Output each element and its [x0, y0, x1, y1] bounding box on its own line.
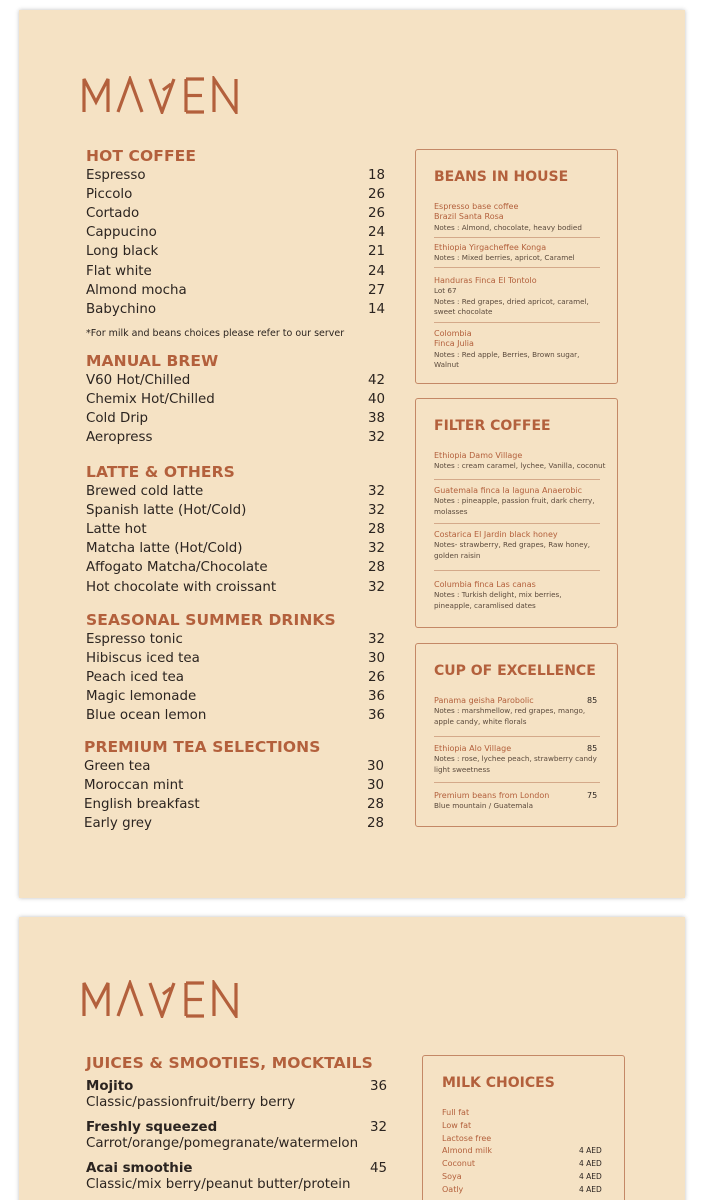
- bean-name: Panama geisha Parobolic: [434, 696, 534, 705]
- bean-notes: Notes : Mixed berries, apricot, Caramel: [434, 253, 575, 262]
- menu-item-name: Magic lemonade: [86, 689, 197, 705]
- bean-notes: Notes : marshmellow, red grapes, mango,: [434, 706, 586, 715]
- menu-item-name: V60 Hot/Chilled: [86, 373, 191, 388]
- entry-divider: [434, 237, 600, 238]
- milk-price: 4 AED: [579, 1184, 602, 1194]
- bean-notes: Notes : cream caramel, lychee, Vanilla, coconut: [434, 461, 606, 470]
- milk-name: Coconut: [442, 1159, 476, 1169]
- menu-item-name: Chemix Hot/Chilled: [86, 392, 215, 408]
- entry-divider: [434, 523, 600, 524]
- menu-item-price: 36: [367, 689, 385, 705]
- menu-item-name: English breakfast: [84, 797, 200, 813]
- menu-page-1: [19, 10, 685, 898]
- bean-name: Espresso base coffee: [434, 202, 519, 211]
- menu-page-2: [19, 917, 685, 1200]
- menu-item-price: 27: [367, 282, 385, 298]
- drink-price: 36: [369, 1079, 387, 1094]
- bean-name: Ethiopia Alo Village: [434, 744, 512, 753]
- menu-item-price: 32: [367, 541, 385, 557]
- bean-lot: Lot 67: [434, 286, 457, 295]
- drink-price: 45: [369, 1161, 387, 1176]
- menu-item-price: 30: [366, 778, 384, 794]
- menu-item-name: Early grey: [84, 816, 152, 832]
- drink-options: Carrot/orange/pomegranate/watermelon: [86, 1136, 359, 1151]
- hot-coffee-footnote: *For milk and beans choices please refer to our server: [86, 327, 345, 339]
- entry-divider: [434, 479, 600, 480]
- menu-item-name: Aeropress: [86, 430, 153, 446]
- drink-name: Freshly squeezed: [86, 1120, 218, 1135]
- section-title-tea: PREMIUM TEA SELECTIONS: [84, 738, 321, 756]
- menu-item-name: Green tea: [84, 759, 151, 774]
- entry-divider: [434, 322, 600, 323]
- bean-price: 85: [587, 696, 598, 705]
- entry-divider: [434, 570, 600, 571]
- box-title-cup-of-excellence: CUP OF EXCELLENCE: [434, 663, 596, 679]
- section-title-manual-brew: MANUAL BREW: [86, 352, 219, 370]
- box-title-filter-coffee: FILTER COFFEE: [434, 418, 551, 434]
- bean-notes-line-2: pineapple, caramlised dates: [434, 600, 536, 610]
- menu-item-price: 42: [367, 373, 385, 388]
- section-title-latte-others: LATTE & OTHERS: [86, 463, 235, 481]
- bean-notes: Notes- strawberry, Red grapes, Raw honey,: [434, 540, 591, 549]
- bean-notes-line-2: golden raisin: [434, 550, 481, 560]
- menu-item-name: Espresso: [86, 168, 146, 183]
- menu-item-price: 28: [367, 560, 385, 576]
- drink-options: Classic/mix berry/peanut butter/protein: [86, 1177, 351, 1192]
- menu-item-price: 32: [367, 430, 385, 446]
- bean-notes: Notes : Red grapes, dried apricot, caramel,: [434, 296, 589, 306]
- menu-item-price: 21: [367, 244, 385, 260]
- bean-notes: Notes : Almond, chocolate, heavy bodied: [434, 222, 582, 232]
- milk-name: Oatly: [442, 1184, 464, 1194]
- section-title-seasonal: SEASONAL SUMMER DRINKS: [86, 611, 336, 629]
- bean-notes-line-2: light sweetness: [434, 764, 490, 774]
- bean-name-line-2: Brazil Santa Rosa: [434, 212, 504, 221]
- menu-item-name: Hibiscus iced tea: [86, 651, 200, 667]
- menu-item-price: 30: [367, 651, 385, 667]
- bean-price: 85: [587, 744, 598, 753]
- bean-name: Premium beans from London: [434, 791, 550, 800]
- menu-item-price: 30: [366, 759, 384, 774]
- menu-item-name: Moroccan mint: [84, 778, 184, 794]
- menu-item-name: Babychino: [86, 301, 157, 317]
- menu-item-name: Brewed cold latte: [86, 484, 204, 499]
- milk-name: Soya: [442, 1172, 462, 1181]
- bean-notes: Blue mountain / Guatemala: [434, 801, 534, 810]
- menu-item-price: 28: [367, 522, 385, 538]
- box-title-milk-choices: MILK CHOICES: [442, 1075, 555, 1091]
- menu-item-name: Spanish latte (Hot/Cold): [86, 503, 247, 519]
- menu-item-price: 18: [367, 168, 385, 183]
- section-title-juices: JUICES & SMOOTIES, MOCKTAILS: [86, 1054, 373, 1072]
- entry-divider: [434, 736, 600, 737]
- milk-name: Full fat: [442, 1108, 470, 1117]
- bean-notes-line-2: molasses: [434, 506, 468, 516]
- maven-logo: [82, 980, 242, 1018]
- bean-notes: Notes : Red apple, Berries, Brown sugar,: [434, 349, 580, 359]
- menu-item-price: 14: [367, 301, 385, 317]
- menu-item-name: Latte hot: [86, 522, 147, 538]
- menu-item-name: Hot chocolate with croissant: [86, 579, 277, 595]
- bean-name-line-2: Finca Julia: [434, 339, 474, 348]
- drink-price: 32: [369, 1120, 387, 1135]
- milk-price: 4 AED: [579, 1172, 602, 1181]
- menu-item-price: 36: [367, 708, 385, 724]
- bean-name: Handuras Finca El Tontolo: [434, 276, 537, 285]
- menu-item-price: 40: [367, 392, 385, 408]
- menu-item-name: Peach iced tea: [86, 670, 184, 686]
- menu-item-price: 32: [367, 484, 385, 499]
- bean-notes-line-2: Walnut: [434, 360, 459, 369]
- maven-logo: [82, 76, 242, 114]
- menu-item-price: 28: [366, 797, 384, 813]
- bean-price: 75: [587, 791, 598, 800]
- entry-divider: [434, 267, 600, 268]
- menu-item-price: 38: [367, 411, 385, 427]
- menu-item-name: Cortado: [86, 206, 140, 222]
- menu-item-name: Affogato Matcha/Chocolate: [86, 560, 268, 576]
- menu-item-name: Piccolo: [86, 187, 133, 203]
- bean-name: Columbia finca Las canas: [434, 580, 536, 589]
- menu-item-name: Long black: [86, 244, 159, 260]
- menu-item-price: 26: [367, 670, 385, 686]
- menu-item-name: Cappucino: [86, 225, 157, 241]
- bean-name: Costarica El Jardin black honey: [434, 530, 558, 539]
- bean-name: Ethiopia Damo Village: [434, 451, 523, 460]
- menu-item-name: Flat white: [86, 263, 152, 279]
- bean-name: Colombia: [434, 329, 472, 338]
- milk-price: 4 AED: [579, 1146, 602, 1156]
- drink-options: Classic/passionfruit/berry berry: [86, 1095, 296, 1110]
- menu-item-name: Cold Drip: [86, 411, 149, 427]
- bean-notes-line-2: apple candy, white florals: [434, 716, 527, 726]
- bean-notes: Notes : rose, lychee peach, strawberry candy: [434, 754, 597, 763]
- menu-item-price: 24: [367, 263, 385, 279]
- menu-item-name: Almond mocha: [86, 282, 187, 298]
- menu-item-price: 26: [367, 206, 385, 222]
- section-title-hot-coffee: HOT COFFEE: [86, 147, 197, 165]
- drink-name: Acai smoothie: [86, 1161, 193, 1176]
- menu-item-name: Blue ocean lemon: [86, 708, 207, 724]
- milk-name: Low fat: [442, 1120, 472, 1130]
- bean-notes: Notes : pineapple, passion fruit, dark cherry,: [434, 496, 595, 505]
- bean-name: Guatemala finca la laguna Anaerobic: [434, 486, 583, 495]
- menu-item-price: 32: [367, 632, 385, 647]
- drink-name: Mojito: [86, 1079, 134, 1094]
- menu-item-price: 28: [366, 816, 384, 832]
- milk-name: Lactose free: [442, 1133, 492, 1143]
- menu-item-price: 26: [367, 187, 385, 203]
- menu-item-name: Espresso tonic: [86, 632, 183, 647]
- menu-item-name: Matcha latte (Hot/Cold): [86, 541, 243, 557]
- menu-item-price: 32: [367, 579, 385, 595]
- box-title-beans-in-house: BEANS IN HOUSE: [434, 169, 569, 185]
- milk-price: 4 AED: [579, 1159, 602, 1169]
- menu-item-price: 32: [367, 503, 385, 519]
- menu-item-price: 24: [367, 225, 385, 241]
- bean-notes-line-2: sweet chocolate: [434, 307, 493, 316]
- entry-divider: [434, 782, 600, 783]
- bean-notes: Notes : Turkish delight, mix berries,: [434, 590, 562, 599]
- milk-name: Almond milk: [442, 1146, 492, 1156]
- bean-name: Ethiopia Yirgacheffee Konga: [434, 243, 547, 252]
